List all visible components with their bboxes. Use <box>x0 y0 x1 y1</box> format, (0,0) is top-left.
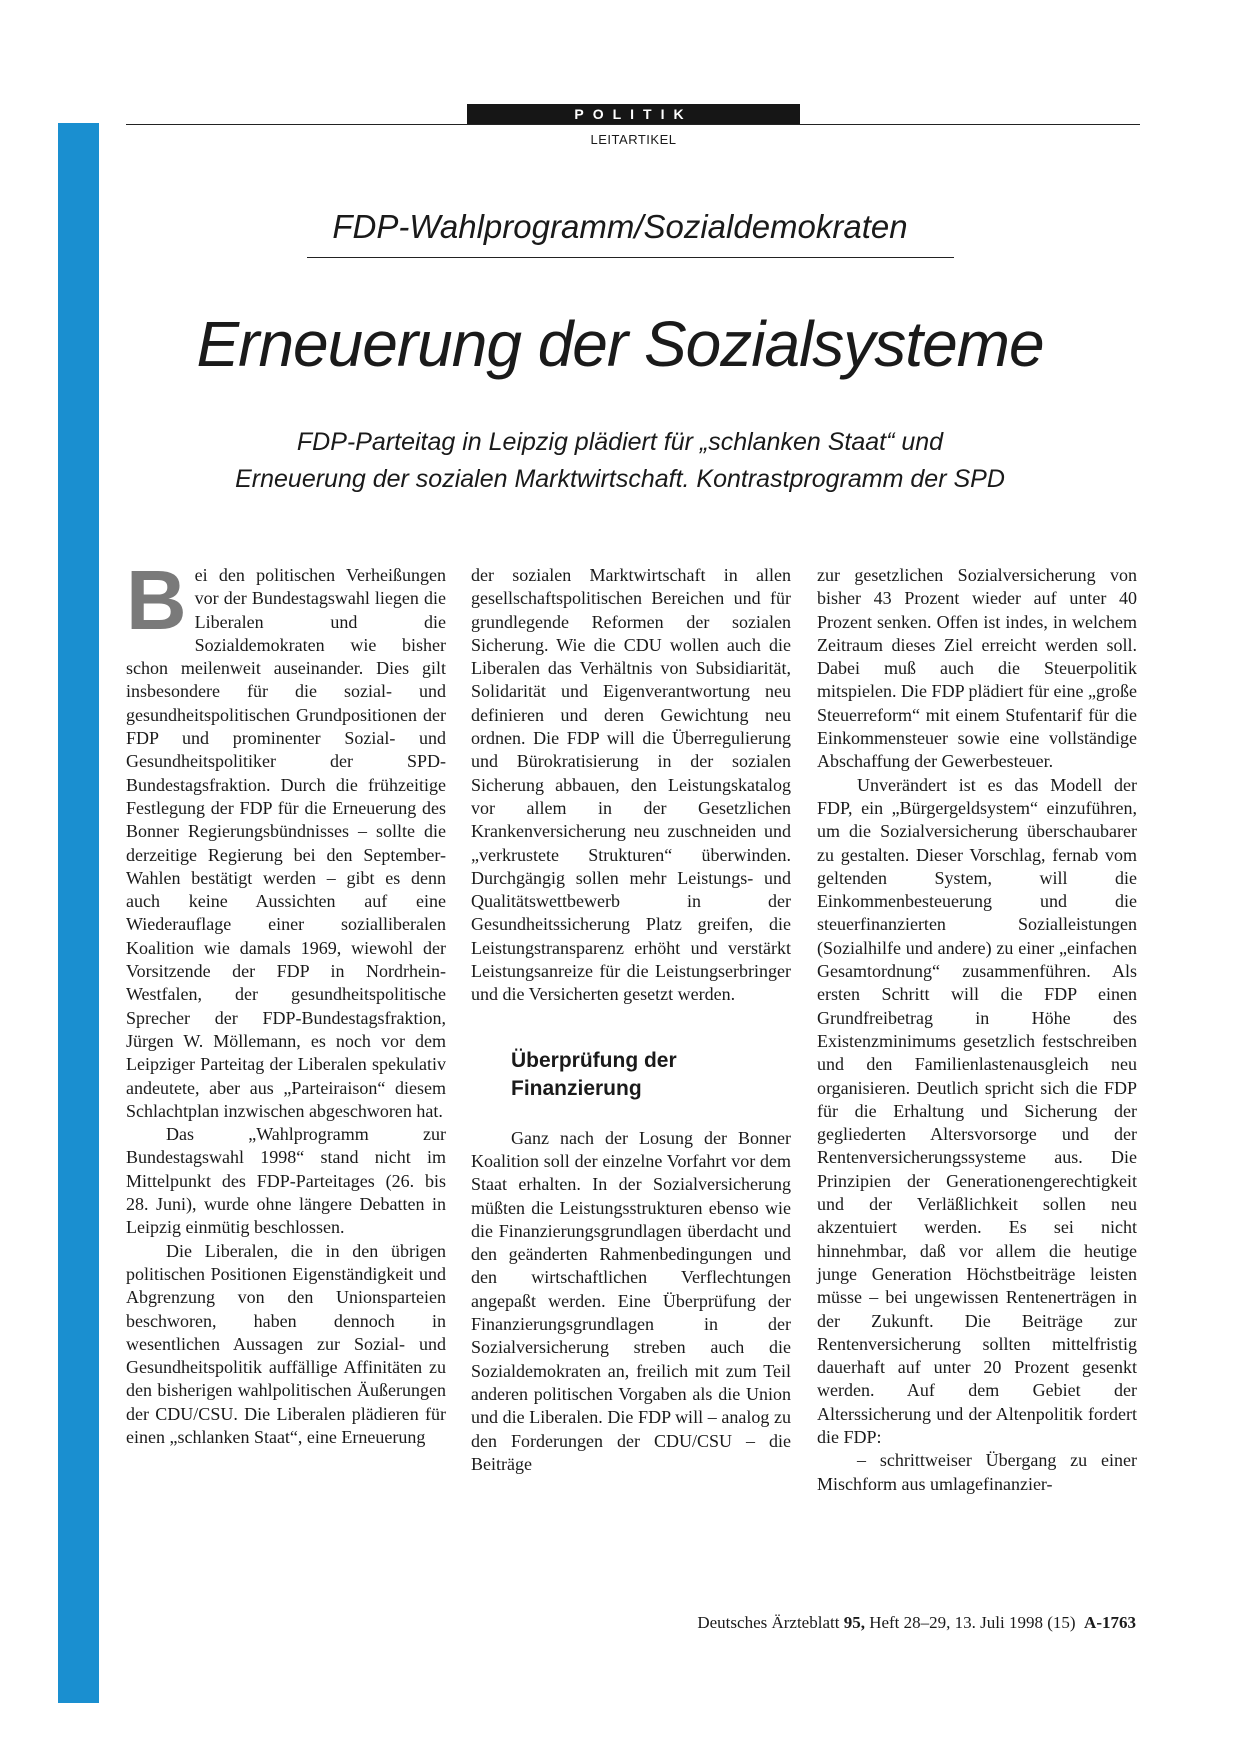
section-subheading <box>511 1047 791 1103</box>
journal-volume: 95, <box>843 1613 865 1632</box>
lede-line-2: Erneuerung der sozialen Marktwirtschaft. Kontrastprogramm der SPD <box>235 465 1005 493</box>
section-label: POLITIK <box>467 104 800 124</box>
journal-name: Deutsches Ärzteblatt <box>697 1613 840 1632</box>
issue-date: Heft 28–29, 13. Juli 1998 (15) <box>869 1613 1076 1632</box>
paragraph-text: ei den politischen Verheißungen vor der Bundestagswahl liegen die Liberalen und die Sozialdemokraten wie bisher schon meilenweit auseinander. Dies gilt insbesondere für die sozial- und gesundheitspolitischen Grundpositionen der FDP und prominenter Sozial- und Gesundheitspolitiker der SPD-Bundestagsfraktion. Durch die frühzeitige Festlegung der FDP für die Erneuerung des Bonner Regierungsbündnisses – sollte die derzeitige Regierung bei den September-Wahlen bestätigt werden – gibt es denn auch keine Aussichten auf eine Wiederauflage einer sozialliberalen Koalition wie damals 1969, wiewohl der Vorsitzende der FDP in Nordrhein-Westfalen, der gesundheitspolitische Sprecher der FDP-Bundestagsfraktion, Jürgen W. Möllemann, es noch vor dem Leipziger Parteitag der Liberalen spekulativ andeutete, aber aus „Parteiraison“ diesem Schlachtplan inzwischen abgeschworen hat. <box>126 565 446 1121</box>
page-number: A-1763 <box>1084 1613 1136 1632</box>
paragraph <box>126 553 446 1123</box>
article-kicker: FDP-Wahlprogramm/Sozialdemokraten <box>332 208 908 245</box>
paragraph: Ganz nach der Losung der Bonner Koalition soll der einzelne Vorfahrt vor dem Staat erhalten. In der Sozialversicherung müßten die Leistungsstrukturen ebenso wie die Finanzierungsgrundlagen überdacht und den geänderten Rahmenbedingungen und den wirtschaftlichen Verflechtungen angepaßt werden. Eine Überprüfung der Finanzierungsgrundlagen in der Sozialversicherung streben auch die Sozialdemokraten an, freilich mit zum Teil anderen politischen Vorgaben als die Union und die Liberalen. Die FDP will – analog zu den Forderungen der CDU/CSU – die Beiträge <box>471 1127 791 1474</box>
paragraph: – schrittweiser Übergang zu einer Mischform aus umlagefinanzier- <box>817 1450 1137 1494</box>
subsection-label: LEITARTIKEL <box>590 132 677 147</box>
article-lede <box>0 424 1240 498</box>
paragraph: Unverändert ist es das Modell der FDP, ein „Bürgergeldsystem“ einzuführen, um die Sozialversicherung überschaubarer zu gestalten. Dieser Vorschlag, fernab vom geltenden System, will die Einkommenbesteuerung und die steuerfinanzierten Sozialleistungen (Sozialhilfe und andere) zu einer „einfachen Gesamtordnung“ zusammenführen. Als ersten Schritt will die FDP einen Grundfreibetrag in Höhe des Existenzminimums gesetzlich festschreiben und den Familienlastenausgleich neu organisieren. Deutlich spricht sich die FDP für die Erhaltung und Sicherung der gegliederten Altersvorsorge und der Rentenversicherungssysteme aus. Die Prinzipien der Generationengerechtigkeit und der Verläßlichkeit sollen neu akzentuiert werden. Es sei nicht hinnehmbar, daß vor allem die heutige junge Generation Höchstbeiträge leisten müsse – bei ungewissen Rentenerträgen in der Zukunft. Die Beiträge zur Rentenversicherung sollten mittelfristig dauerhaft auf unter 20 Prozent gesenkt werden. Auf dem Gebiet der Alterssicherung und der Altenpolitik fordert die FDP: <box>817 774 1137 1447</box>
paragraph: Das „Wahlprogramm zur Bundestagswahl 1998“ stand nicht im Mittelpunkt des FDP-Parteitages (26. bis 28. Juni), wurde ohne längere Debatten in Leipzig einmütig beschlossen. <box>126 1124 446 1238</box>
page-footer <box>697 1613 1136 1633</box>
article-headline: Erneuerung der Sozialsysteme <box>196 308 1044 380</box>
subheading-line-1: Überprüfung der <box>511 1048 677 1072</box>
text-column-3 <box>817 564 1137 1496</box>
lede-line-1: FDP-Parteitag in Leipzig plädiert für „schlanken Staat“ und <box>296 428 944 456</box>
kicker-rule <box>307 257 954 258</box>
text-column-1 <box>126 553 446 1449</box>
text-column-2 <box>471 564 791 1476</box>
header-rule <box>126 124 1140 125</box>
paragraph: zur gesetzlichen Sozialversicherung von bisher 43 Prozent wieder auf unter 40 Prozent senken. Offen ist indes, in welchem Zeitraum dieses Ziel erreicht werden soll. Dabei muß auch die Steuerpolitik mitspielen. Die FDP plädiert für eine „große Steuerreform“ mit einem Stufentarif für die Einkommensteuer sowie eine vollständige Abschaffung der Gewerbesteuer. <box>817 565 1137 772</box>
paragraph: Die Liberalen, die in den übrigen politischen Positionen Eigenständigkeit und Abgrenzung von den Unionsparteien beschworen, haben dennoch in wesentlichen Aussagen zur Sozial- und Gesundheitspolitik auffällige Affinitäten zu den bisherigen wahlpolitischen Äußerungen der CDU/CSU. Die Liberalen plädieren für einen „schlanken Staat“, eine Erneuerung <box>126 1240 446 1447</box>
paragraph: der sozialen Marktwirtschaft in allen gesellschaftspolitischen Bereichen und für grundlegende Reformen der sozialen Sicherung. Wie die CDU wollen auch die Liberalen das Verhältnis von Subsidiarität, Solidarität und Eigenverantwortung neu definieren und deren Gewichtung neu ordnen. Die FDP will die Überregulierung und Bürokratisierung in der sozialen Sicherung abbauen, den Leistungskatalog vor allem in der Gesetzlichen Krankenversicherung neu zuschneiden und „verkrustete Strukturen“ überwinden. Durchgängig sollen mehr Leistungs- und Qualitätswettbewerb in der Gesundheitssicherung Platz greifen, die Leistungstransparenz erhöht und verstärkt Leistungsanreize für die Leistungserbringer und die Versicherten gesetzt werden. <box>471 565 791 1005</box>
subheading-line-2: Finanzierung <box>511 1076 642 1100</box>
drop-cap: B <box>126 553 187 647</box>
